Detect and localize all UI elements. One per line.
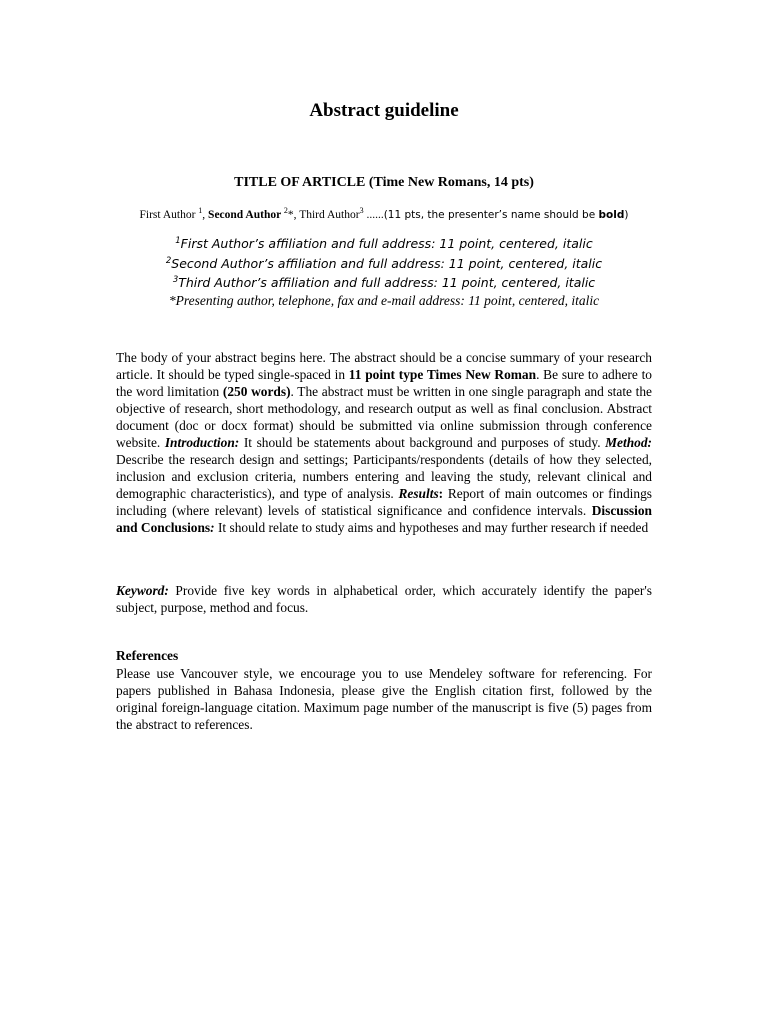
introduction-text: It should be statements about background and purposes of study. (239, 435, 606, 450)
author-ellipsis: ...... (363, 208, 384, 221)
affiliation-3 (0, 272, 768, 292)
author-note-close: ) (624, 208, 629, 221)
affiliation-2 (0, 253, 768, 273)
abstract-word-limit: (250 words) (222, 384, 291, 399)
affiliations (0, 233, 768, 309)
references-text: Please use Vancouver style, we encourage you to use Mendeley software for referencing. For papers published in Bahasa Indonesia, please give the English citation first, followed by the original foreign-language citation. Maximum page number of the manuscript is five (5) pages from the abstract to references. (116, 666, 652, 732)
affiliation-3-text: Third Author’s affiliation and full address: 11 point, centered, italic (178, 275, 596, 291)
keyword-text: Provide five key words in alphabetical order, which accurately identify the paper's subject, purpose, method and focus. (116, 583, 652, 615)
introduction-label: Introduction: (164, 435, 240, 450)
results-label: Results (398, 486, 439, 501)
abstract-text-3: . The abstract must be written in one single paragraph and state the objective of research, short methodology, and research output as well as final conclusion. Abstract document (doc or docx format) should be submitted via online submission through conference website. (116, 384, 652, 450)
discussion-text: It should relate to study aims and hypotheses and may further research if needed (214, 520, 649, 535)
article-title: TITLE OF ARTICLE (Time New Romans, 14 pts) (234, 175, 534, 190)
results-text: Report of main outcomes or findings including (where relevant) levels of statistical significance and confidence intervals. (116, 486, 653, 518)
document-title: Abstract guideline (309, 100, 459, 121)
author-format-note (384, 209, 629, 221)
author-note-text: (11 pts, the presenter’s name should be (383, 208, 599, 221)
discussion-label: Discussion and Conclusions (116, 503, 652, 535)
abstract-text-2: . Be sure to adhere to the word limitation (116, 367, 652, 399)
author-note-bold: bold (598, 208, 625, 221)
second-author-sup: 2 (283, 206, 288, 215)
method-text: Describe the research design and settings; Participants/respondents (details of how they selected, inclusion and exclusion criteria, numbers entering and leaving the study, relevant clinical and demographic characteristics), and type of analysis. (116, 452, 652, 501)
results-colon: : (438, 486, 444, 501)
affiliation-3-sup: 3 (172, 275, 179, 286)
third-author: Third Author (299, 208, 360, 221)
presenting-author-note: *Presenting author, telephone, fax and e-mail address: 11 point, centered, italic (168, 292, 600, 308)
abstract-body (116, 349, 652, 536)
author-separator: , (202, 208, 209, 221)
method-label: Method: (605, 435, 652, 450)
discussion-colon: : (210, 520, 215, 535)
first-author-sup: 1 (198, 206, 203, 215)
first-author: First Author (139, 208, 199, 221)
affiliation-2-text: Second Author’s affiliation and full address: 11 point, centered, italic (171, 255, 603, 271)
keyword-paragraph (116, 582, 652, 616)
keyword-label: Keyword: (116, 583, 169, 598)
affiliation-1 (0, 233, 768, 253)
abstract-font-spec: 11 point type Times New Roman (348, 367, 537, 382)
affiliation-1-sup: 1 (175, 236, 181, 246)
affiliation-1-text: First Author’s affiliation and full address: 11 point, centered, italic (180, 236, 593, 252)
author-line (0, 206, 768, 221)
affiliation-2-sup: 2 (165, 255, 172, 266)
presenter-mark: *, (287, 208, 300, 221)
references-heading: References (116, 648, 179, 663)
abstract-text-1: The body of your abstract begins here. The abstract should be a concise summary of your research article. It should be typed single-spaced in (116, 350, 652, 382)
second-author: Second Author (208, 208, 284, 221)
third-author-sup: 3 (359, 206, 364, 215)
